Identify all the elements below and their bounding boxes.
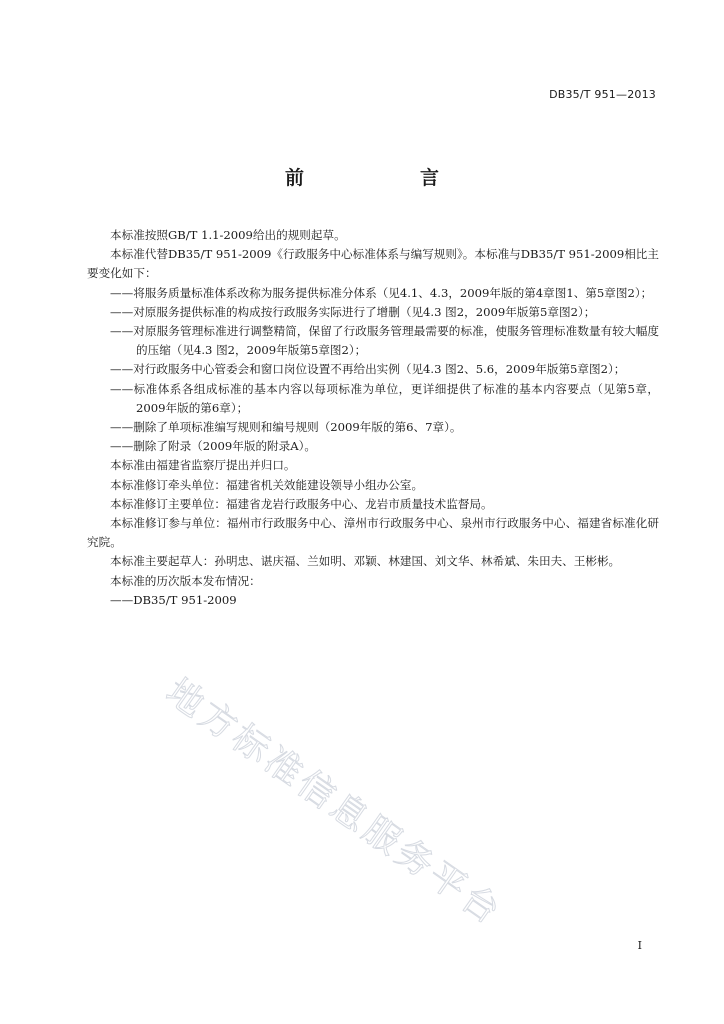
change-item-5: ——标准体系各组成标准的基本内容以每项标准为单位，更详细提供了标准的基本内容要点（见第5章，2009年版的第6章）； <box>110 381 659 415</box>
paragraph-main-units: 本标准修订主要单位：福建省龙岩行政服务中心、龙岩市质量技术监督局。 <box>110 496 493 511</box>
page-number: I <box>637 939 642 952</box>
paragraph-history-heading: 本标准的历次版本发布情况： <box>110 573 261 588</box>
paragraph-drafting-rules: 本标准按照GB/T 1.1-2009给出的规则起草。 <box>110 228 346 242</box>
change-item-7: ——删除了附录（2009年版的附录A）。 <box>110 439 316 454</box>
paragraph-participating-units: 本标准修订参与单位：福州市行政服务中心、漳州市行政服务中心、泉州市行政服务中心、福建省标准化研究院。 <box>87 516 659 550</box>
change-item-3: ——对原服务管理标准进行调整精简，保留了行政服务管理最需要的标准，使服务管理标准数量有较大幅度的压缩（见4.3 图2，2009年版第5章图2）； <box>110 324 659 358</box>
document-code-header: DB35/T 951—2013 <box>549 88 656 101</box>
paragraph-replacement: 本标准代替DB35/T 951-2009《行政服务中心标准体系与编写规则》。本标准与DB35/T 951-2009相比主要变化如下： <box>87 247 659 281</box>
watermark-text: 地方标准信息服务平台 <box>158 671 510 935</box>
page-title: 前 言 <box>284 167 465 189</box>
paragraph-proposer: 本标准由福建省监察厅提出并归口。 <box>110 458 296 473</box>
foreword-body <box>87 226 659 610</box>
paragraph-lead-unit: 本标准修订牵头单位：福建省机关效能建设领导小组办公室。 <box>110 477 424 492</box>
change-item-2: ——对原服务提供标准的构成按行政服务实际进行了增删（见4.3 图2，2009年版第5章图2）； <box>110 304 596 319</box>
paragraph-drafters: 本标准主要起草人：孙明忠、谌庆福、兰如明、邓颖、林建国、刘文华、林希斌、朱田夫、王彬彬。 <box>110 554 621 569</box>
change-item-6: ——删除了单项标准编写规则和编号规则（2009年版的第6、7章）。 <box>110 420 462 435</box>
change-item-4: ——对行政服务中心管委会和窗口岗位设置不再给出实例（见4.3 图2、5.6，2009年版第5章图2）； <box>110 362 626 377</box>
paragraph-history-version: ——DB35/T 951-2009 <box>110 592 237 607</box>
change-item-1: ——将服务质量标准体系改称为服务提供标准分体系（见4.1、4.3，2009年版的第4章图1、第5章图2）； <box>110 285 653 300</box>
